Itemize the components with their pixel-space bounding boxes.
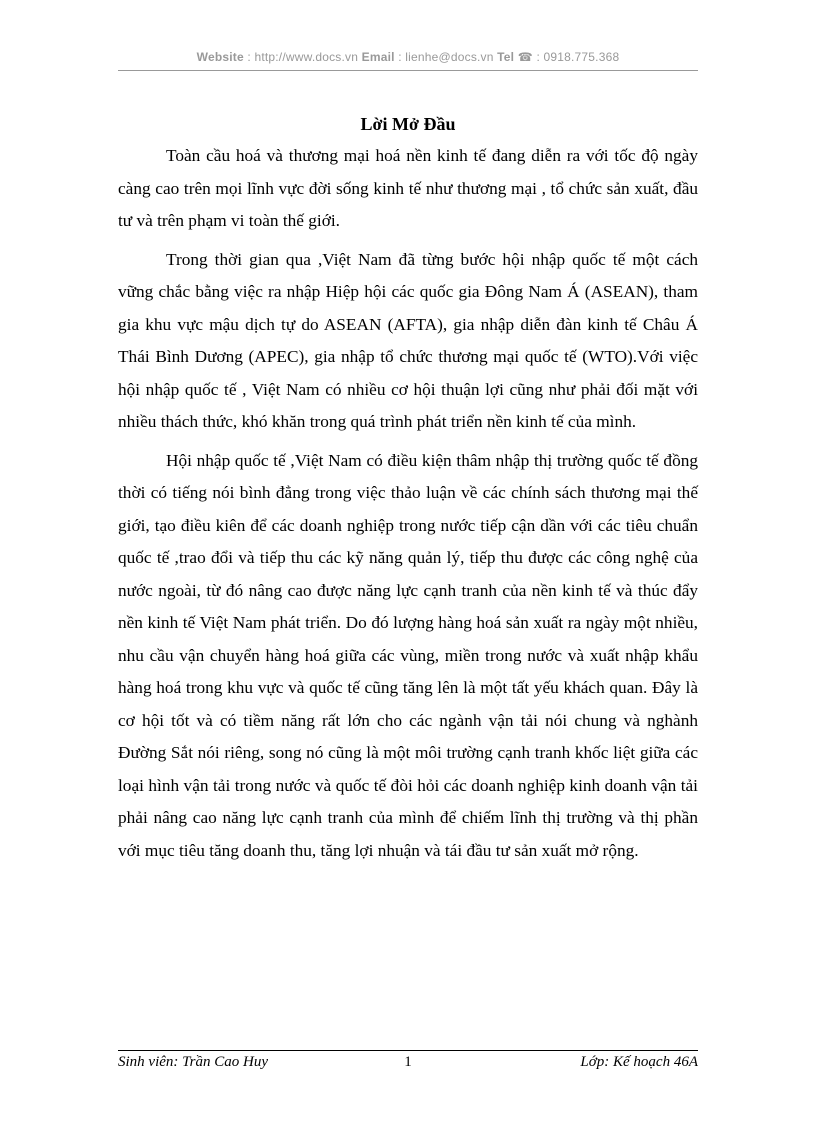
footer-divider xyxy=(118,1050,698,1051)
website-label: Website xyxy=(196,50,244,64)
document-body xyxy=(118,140,698,873)
page-number: 1 xyxy=(404,1054,412,1070)
page-footer xyxy=(118,1054,698,1074)
page-header xyxy=(118,50,698,64)
document-title: Lời Mở Đầu xyxy=(360,114,456,134)
paragraph-1: Toàn cầu hoá và thương mại hoá nền kinh tế đang diễn ra với tốc độ ngày càng cao trên mọi lĩnh vực đời sống kinh tế như thương mại , tổ chức sản xuất, đầu tư và trên phạm vi toàn thế giới. xyxy=(118,146,698,230)
email-value: : lienhe@docs.vn xyxy=(394,50,498,64)
website-value: : http://www.docs.vn xyxy=(243,50,362,64)
paragraph-2: Trong thời gian qua ,Việt Nam đã từng bước hội nhập quốc tế một cách vững chắc bằng việc ra nhập Hiệp hội các quốc gia Đông Nam Á (ASEAN), tham gia khu vực mậu dịch tự do ASEAN (AFTA), gia nhập diễn đàn kinh tế Châu Á Thái Bình Dương (APEC), gia nhập tổ chức thương mại quốc tế (WTO).Với việc hội nhập quốc tế , Việt Nam có nhiều cơ hội thuận lợi cũng như phải đối mặt với nhiều thách thức, khó khăn trong quá trình phát triển nền kinh tế của mình. xyxy=(118,249,698,431)
header-divider xyxy=(118,70,698,71)
student-name: Sinh viên: Trần Cao Huy xyxy=(118,1054,268,1070)
paragraph-3: Hội nhập quốc tế ,Việt Nam có điều kiện thâm nhập thị trường quốc tế đồng thời có tiếng nói bình đẳng trong việc thảo luận về các chính sách thương mại thế giới, tạo điều kiên để các doanh nghiệp trong nước tiếp cận dần với các tiêu chuẩn quốc tế ,trao đổi và tiếp thu các kỹ năng quản lý, tiếp thu được các công nghệ của nước ngoài, từ đó nâng cao được năng lực cạnh tranh của nền kinh tế và thúc đẩy nền kinh tế Việt Nam phát triển. Do đó lượng hàng hoá sản xuất ra ngày một nhiều, nhu cầu vận chuyển hàng hoá giữa các vùng, miền trong nước và xuất nhập khẩu hàng hoá trong khu vực và quốc tế cũng tăng lên là một tất yếu khách quan. Đây là cơ hội tốt và có tiềm năng rất lớn cho các ngành vận tải nói chung và nghành Đường Sắt nói riêng, song nó cũng là một môi trường cạnh tranh khốc liệt giữa các loại hình vận tải trong nước và quốc tế đòi hỏi các doanh nghiệp kinh doanh vận tải phải nâng cao năng lực cạnh tranh của mình để chiếm lĩnh thị trường và thị phần với mục tiêu tăng doanh thu, tăng lợi nhuận và tái đầu tư sản xuất mở rộng. xyxy=(118,450,698,860)
tel-value: ☎ : 0918.775.368 xyxy=(514,50,620,64)
email-label: Email xyxy=(361,50,395,64)
class-name: Lớp: Kế hoạch 46A xyxy=(580,1054,698,1070)
tel-label: Tel xyxy=(497,50,515,64)
